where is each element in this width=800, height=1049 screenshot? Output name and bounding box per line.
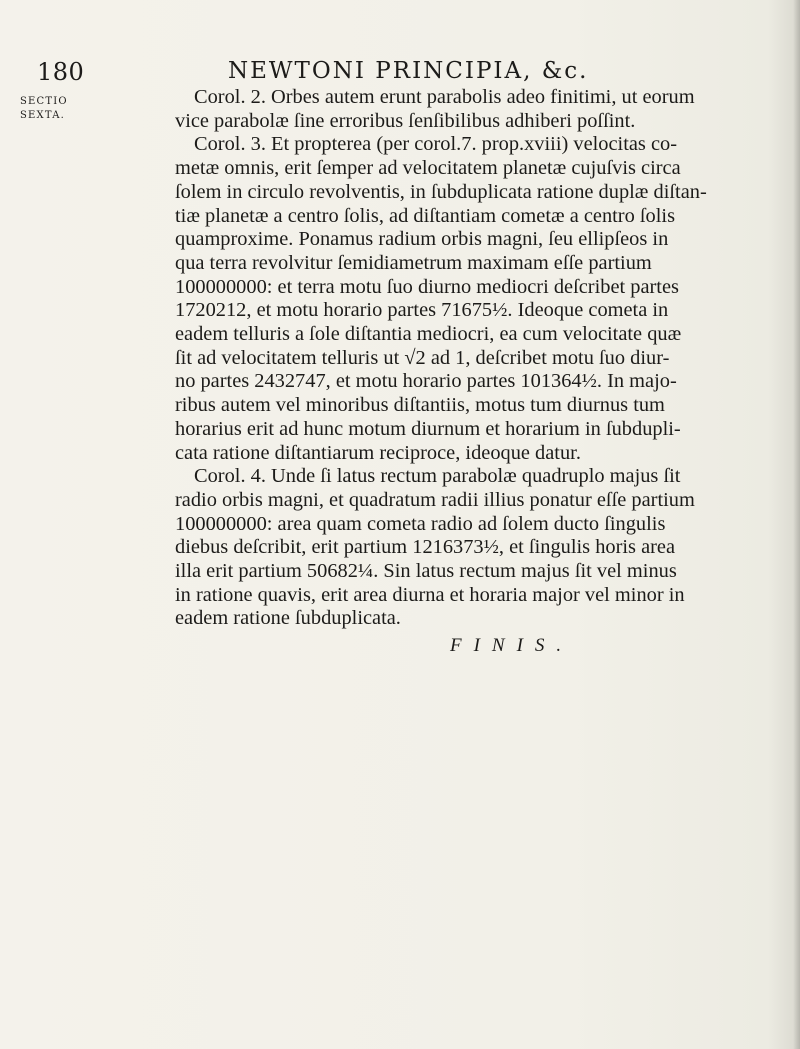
text-line: no partes 2432747, et motu horario partes 101364½. In majo- <box>175 370 677 393</box>
text-line: eadem ratione ſubduplicata. <box>175 607 401 630</box>
text-line: ſit ad velocitatem telluris ut √2 ad 1, deſcribet motu ſuo diur- <box>175 346 670 369</box>
text-line: metæ omnis, erit ſemper ad velocitatem planetæ cujuſvis circa <box>175 157 681 180</box>
text-line: 1720212, et motu horario partes 71675½. Ideoque cometa in <box>175 299 669 322</box>
page-edge-shadow <box>793 0 800 1049</box>
text-line: radio orbis magni, et quadratum radii illius ponatur eſſe partium <box>175 488 695 511</box>
text-line: qua terra revolvitur ſemidiametrum maximam eſſe partium <box>175 251 652 274</box>
margin-note-line: SECTIO <box>20 96 68 107</box>
text-line: ſolem in circulo revolventis, in ſubduplicata ratione duplæ diſtan- <box>175 180 707 203</box>
text-line: 100000000: area quam cometa radio ad ſolem ducto ſingulis <box>175 512 666 535</box>
finis-text: FINIS. <box>450 635 574 656</box>
text-line: eadem telluris a ſole diſtantia mediocri, ea cum velocitate quæ <box>175 323 682 346</box>
text-line: horarius erit ad hunc motum diurnum et horarium in ſubdupli- <box>175 417 681 440</box>
text-line: cata ratione diſtantiarum reciproce, ideoque datur. <box>175 441 581 464</box>
text-line: in ratione quavis, erit area diurna et horaria major vel minor in <box>175 583 685 606</box>
text-line: Corol. 3. Et propterea (per corol.7. prop.xviii) velocitas co- <box>194 133 677 156</box>
margin-note-line: SEXTA. <box>20 110 65 121</box>
text-line: illa erit partium 50682¼. Sin latus rectum majus ſit vel minus <box>175 560 677 583</box>
main-text-block <box>175 86 777 631</box>
text-line: diebus deſcribit, erit partium 1216373½, et ſingulis horis area <box>175 536 676 559</box>
text-line: ribus autem vel minoribus diſtantiis, motus tum diurnus tum <box>175 394 665 417</box>
section-margin-note <box>20 95 68 123</box>
text-line: vice parabolæ ſine erroribus ſenſibilibus adhiberi poſſint. <box>175 109 636 132</box>
text-line: 100000000: et terra motu ſuo diurno mediocri deſcribet partes <box>175 275 679 298</box>
text-line: Corol. 4. Unde ſi latus rectum parabolæ quadruplo majus ſit <box>194 465 681 488</box>
text-line: Corol. 2. Orbes autem erunt parabolis adeo finitimi, ut eorum <box>194 86 695 108</box>
running-head: NEWTONI PRINCIPIA, &c. <box>228 58 589 84</box>
page-number: 180 <box>37 58 85 86</box>
text-line: quamproxime. Ponamus radium orbis magni, ſeu ellipſeos in <box>175 228 669 251</box>
text-line: tiæ planetæ a centro ſolis, ad diſtantiam cometæ a centro ſolis <box>175 204 676 227</box>
